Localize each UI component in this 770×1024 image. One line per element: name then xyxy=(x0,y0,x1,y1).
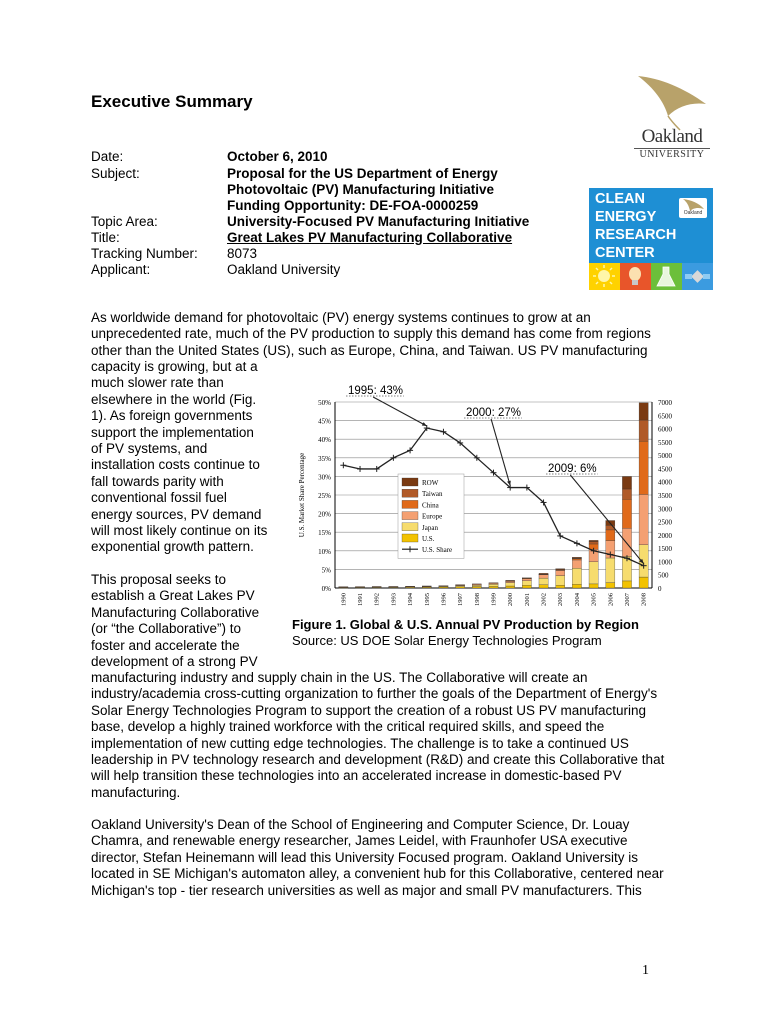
paragraph-team xyxy=(91,817,673,899)
chart-bar-us xyxy=(506,586,515,588)
chart-bar-europe xyxy=(639,494,648,544)
chart-bar-us xyxy=(522,585,531,588)
chart-left-tick-label: 20% xyxy=(318,510,331,519)
text-line: director, Stefan Heinemann will lead this University Focused program. Oakland University is xyxy=(91,849,638,865)
chart-legend-label: U.S. xyxy=(422,535,435,543)
chart-left-tick-label: 30% xyxy=(318,473,331,482)
cerc-icon-strip xyxy=(589,263,713,290)
chart-right-tick-label: 5000 xyxy=(658,452,672,461)
cerc-line: CLEAN xyxy=(595,191,645,207)
lightbulb-icon xyxy=(620,263,651,290)
chart-legend-swatch xyxy=(402,500,418,508)
chart-bar-japan xyxy=(572,568,581,584)
chart-left-tick-label: 50% xyxy=(318,399,331,407)
text-line: implementation of new cutting edge technologies. The challenge is to take a continued US xyxy=(91,735,629,751)
text-line: capacity is growing, but at a xyxy=(91,359,258,374)
chart-right-tick-label: 500 xyxy=(658,571,669,580)
chart-bar-row xyxy=(539,573,548,574)
field-label: Title: xyxy=(91,230,120,245)
chart-left-tick-label: 45% xyxy=(318,417,331,426)
chart-x-tick-label: 1998 xyxy=(473,593,481,606)
paragraph-proposal-wrap xyxy=(91,572,281,670)
chart-x-tick-label: 1995 xyxy=(423,593,431,606)
chart-us-share-line xyxy=(343,428,643,566)
text-line: fall towards parity with xyxy=(91,473,224,489)
field-value: Funding Opportunity: DE-FOA-0000259 xyxy=(227,198,479,213)
field-subject-line2 xyxy=(91,182,591,199)
paragraph-intro-wrap xyxy=(91,359,281,556)
chart-x-tick-label: 2001 xyxy=(523,593,531,606)
text-line: foster and accelerate the xyxy=(91,637,240,653)
text-line: development of a strong PV xyxy=(91,654,258,670)
chart-annotation-arrow xyxy=(373,397,427,426)
chart-legend-swatch xyxy=(402,512,418,520)
chart-left-tick-label: 40% xyxy=(318,436,331,445)
text-line: 1). As foreign governments xyxy=(91,408,253,424)
chart-bar-row xyxy=(622,477,631,489)
chart-x-tick-label: 2000 xyxy=(507,593,515,606)
chart-annotation: 2009: 6% xyxy=(548,463,597,475)
text-line: (or “the Collaborative”) to xyxy=(91,621,242,637)
field-subject xyxy=(91,166,591,183)
chart-right-tick-label: 3000 xyxy=(658,505,672,514)
chart-bar-row xyxy=(522,578,531,579)
chart-x-tick-label: 2008 xyxy=(640,593,648,606)
text-line: Oakland University's Dean of the School of Engineering and Computer Science, Dr. Louay xyxy=(91,817,630,832)
text-line: industry/academia cross-cutting organization to further the goals of the Department of Energy's xyxy=(91,686,658,702)
chart-x-tick-label: 1997 xyxy=(457,593,465,606)
chart-x-tick-label: 2004 xyxy=(573,593,581,606)
chart-x-tick-label: 1993 xyxy=(390,593,398,606)
cerc-line: ENERGY xyxy=(595,209,657,225)
chart-bar-us xyxy=(439,587,448,588)
chart-left-tick-label: 35% xyxy=(318,454,331,463)
text-line: will help transition these technologies into an accelerated increase in domestic-based PV xyxy=(91,768,622,784)
chart-bar-row xyxy=(439,586,448,587)
chart-bar-row xyxy=(372,587,381,588)
chart-bar-japan xyxy=(506,583,515,586)
chart-bar-row xyxy=(456,585,465,586)
text-line: Chamra, and renewable energy researcher, James Leidel, with Fraunhofer USA executive xyxy=(91,833,628,849)
chart-right-tick-label: 1000 xyxy=(658,558,672,567)
field-applicant xyxy=(91,262,591,279)
chart-bar-row xyxy=(556,569,565,570)
field-tracking-number xyxy=(91,246,591,263)
chart-bar-us xyxy=(589,584,598,588)
field-label: Tracking Number: xyxy=(91,246,198,261)
field-date xyxy=(91,149,591,166)
chart-bar-row xyxy=(639,403,648,420)
chart-bar-row xyxy=(422,586,431,587)
field-label: Applicant: xyxy=(91,262,151,277)
text-line: Michigan's top - tier research universities as well as major and small PV manufacturers. This xyxy=(91,882,642,898)
field-value: Photovoltaic (PV) Manufacturing Initiative xyxy=(227,182,495,197)
chart-bar-europe xyxy=(539,575,548,579)
chart-x-tick-label: 1990 xyxy=(340,593,348,606)
text-line: As worldwide demand for photovoltaic (PV) energy systems continues to grow at an xyxy=(91,310,591,325)
chart-bar-us xyxy=(556,585,565,588)
chart-right-tick-label: 2000 xyxy=(658,531,672,540)
chart-left-tick-label: 25% xyxy=(318,492,331,500)
chart-x-tick-label: 2007 xyxy=(623,593,631,606)
figure-source: Source: US DOE Solar Energy Technologies Program xyxy=(292,633,602,648)
chart-bar-japan xyxy=(589,562,598,584)
chart-left-tick-label: 0% xyxy=(321,585,331,593)
chart-bar-us xyxy=(622,581,631,588)
chart-right-tick-label: 6500 xyxy=(658,412,672,421)
chart-right-tick-label: 3500 xyxy=(658,492,672,500)
chart-legend-label: U.S. Share xyxy=(422,546,453,555)
chart-legend-swatch xyxy=(402,523,418,531)
chart-left-tick-label: 5% xyxy=(321,566,331,575)
page-title: Executive Summary xyxy=(91,92,253,111)
oakland-sail-icon xyxy=(632,72,712,132)
chart-x-tick-label: 1992 xyxy=(373,593,381,606)
chart-bar-china xyxy=(639,441,648,494)
oakland-logo-subtitle: UNIVERSITY xyxy=(639,149,705,160)
paragraph-intro xyxy=(91,310,673,359)
chart-legend-label: Taiwan xyxy=(422,490,443,499)
chart-right-tick-label: 7000 xyxy=(658,399,672,407)
chart-bar-china xyxy=(622,499,631,528)
text-line: leadership in PV technology research and development (R&D) and create this Collaborative that xyxy=(91,752,665,768)
chart-right-tick-label: 0 xyxy=(658,585,662,593)
chart-legend-swatch xyxy=(402,489,418,497)
text-line: establish a Great Lakes PV xyxy=(91,588,255,604)
field-title xyxy=(91,230,591,247)
text-line: other than the United States (US), such as Europe, China, and Taiwan. US PV manufacturing xyxy=(91,342,648,358)
satellite-icon xyxy=(682,263,713,290)
chart-x-tick-label: 2002 xyxy=(540,593,548,606)
cerc-logo-text xyxy=(595,190,676,262)
cerc-logo xyxy=(589,188,713,290)
field-label: Subject: xyxy=(91,166,140,181)
chart-bar-japan xyxy=(556,576,565,586)
cerc-line: CENTER xyxy=(595,245,655,261)
field-value: October 6, 2010 xyxy=(227,149,328,164)
chart-legend-swatch xyxy=(402,534,418,542)
chart-legend-swatch xyxy=(402,478,418,486)
chart-bar-row xyxy=(489,583,498,584)
chart-bar-japan xyxy=(539,578,548,585)
chart-bar-europe xyxy=(489,583,498,584)
chart-legend-label: ROW xyxy=(422,479,439,487)
chart-bar-us xyxy=(472,587,481,588)
text-line: energy sources, PV demand xyxy=(91,506,262,522)
chart-right-tick-label: 4500 xyxy=(658,465,672,474)
text-line: exponential growth pattern. xyxy=(91,539,254,555)
chart-bar-us xyxy=(539,585,548,588)
text-line: support the implementation xyxy=(91,424,254,440)
chart-bar-us xyxy=(639,577,648,588)
text-line: elsewhere in the world (Fig. xyxy=(91,391,257,407)
chart-right-tick-label: 5500 xyxy=(658,438,672,447)
field-value: Proposal for the US Department of Energy xyxy=(227,166,498,181)
oakland-logo-wordmark: Oakland xyxy=(641,126,703,147)
field-value: Oakland University xyxy=(227,262,341,277)
text-line: manufacturing. xyxy=(91,784,181,800)
oakland-university-logo xyxy=(632,72,712,164)
chart-x-tick-label: 1994 xyxy=(407,593,415,606)
page-number: 1 xyxy=(642,963,649,978)
chart-bar-us xyxy=(606,583,615,588)
chart-x-tick-label: 1999 xyxy=(490,593,498,606)
chart-legend-label: Japan xyxy=(422,523,438,532)
sun-icon xyxy=(589,263,620,290)
text-line: base, develop a highly trained workforce with the critical required skills, and speed the xyxy=(91,719,605,735)
text-line: This proposal seeks to xyxy=(91,572,227,587)
chart-bar-japan xyxy=(472,585,481,586)
text-line: unprecedented rate, much of the PV production to supply this demand has come from regions xyxy=(91,326,651,342)
chart-bar-china xyxy=(606,530,615,541)
chart-annotation: 2000: 27% xyxy=(466,407,521,419)
chart-bar-europe xyxy=(572,560,581,568)
chart-bar-row xyxy=(589,540,598,541)
text-line: installation costs continue to xyxy=(91,457,260,473)
chart-bar-europe xyxy=(622,528,631,556)
chart-bar-us xyxy=(456,587,465,588)
chart-x-tick-label: 2006 xyxy=(607,593,615,606)
chart-x-tick-label: 2005 xyxy=(590,593,598,606)
chart-bar-china xyxy=(572,559,581,560)
field-value: Great Lakes PV Manufacturing Collaborative xyxy=(227,230,513,245)
text-line: Solar Energy Technologies Program to support the creation of a robust US PV manufacturing xyxy=(91,702,647,718)
chart-bar-row xyxy=(355,587,364,588)
chart-bar-row xyxy=(572,557,581,558)
chart-bar-japan xyxy=(489,584,498,586)
chart-bar-us xyxy=(489,586,498,588)
text-line: conventional fossil fuel xyxy=(91,490,227,506)
chart-annotation: 1995: 43% xyxy=(348,385,403,397)
chart-legend-label: China xyxy=(422,501,439,510)
chart-x-tick-label: 1996 xyxy=(440,593,448,606)
chart-bar-taiwan xyxy=(639,420,648,441)
text-line: will most likely continue on its xyxy=(91,523,268,539)
chart-x-tick-label: 2003 xyxy=(557,593,565,606)
chart-bar-row xyxy=(506,580,515,581)
chart-bar-japan xyxy=(606,558,615,583)
chart-right-tick-label: 6000 xyxy=(658,425,672,434)
field-label: Topic Area: xyxy=(91,214,158,229)
chart-right-tick-label: 1500 xyxy=(658,545,672,554)
field-label: Date: xyxy=(91,149,124,164)
figure-caption: Figure 1. Global & U.S. Annual PV Production by Region xyxy=(292,617,639,632)
text-line: of PV systems, and xyxy=(91,441,208,457)
chart-bar-row xyxy=(389,586,398,587)
chart-bar-japan xyxy=(522,581,531,586)
cerc-badge-text: Oakland xyxy=(683,210,703,216)
chart-bar-taiwan xyxy=(589,542,598,544)
chart-left-tick-label: 15% xyxy=(318,529,331,538)
chart-bar-us xyxy=(572,584,581,588)
chart-legend-label: Europe xyxy=(422,512,443,521)
text-line: manufacturing industry and supply chain in the US. The Collaborative will create an xyxy=(91,670,588,685)
chart-bar-taiwan xyxy=(622,489,631,499)
cerc-line: RESEARCH xyxy=(595,227,677,243)
chart-bar-europe xyxy=(556,570,565,575)
chart-bar-row xyxy=(339,587,348,588)
chart-bar-row xyxy=(472,584,481,585)
chart-right-tick-label: 4000 xyxy=(658,478,672,487)
pv-production-chart xyxy=(290,380,690,620)
flask-icon xyxy=(651,263,682,290)
paragraph-proposal xyxy=(91,670,673,801)
chart-left-tick-label: 10% xyxy=(318,547,331,556)
field-value: 8073 xyxy=(227,246,258,261)
chart-left-axis-label: U.S. Market Share Percentage xyxy=(298,452,306,538)
field-topic-area xyxy=(91,214,591,231)
chart-x-tick-label: 1991 xyxy=(357,593,365,606)
chart-right-tick-label: 2500 xyxy=(658,518,672,527)
text-line: much slower rate than xyxy=(91,375,224,391)
chart-bar-row xyxy=(405,586,414,587)
cerc-badge xyxy=(679,198,707,218)
field-subject-line3 xyxy=(91,198,591,215)
field-value: University-Focused PV Manufacturing Initiative xyxy=(227,214,530,229)
text-line: Manufacturing Collaborative xyxy=(91,604,260,620)
text-line: located in SE Michigan's automaton alley, a convenient hub for this Collaborative, centered near xyxy=(91,866,664,882)
